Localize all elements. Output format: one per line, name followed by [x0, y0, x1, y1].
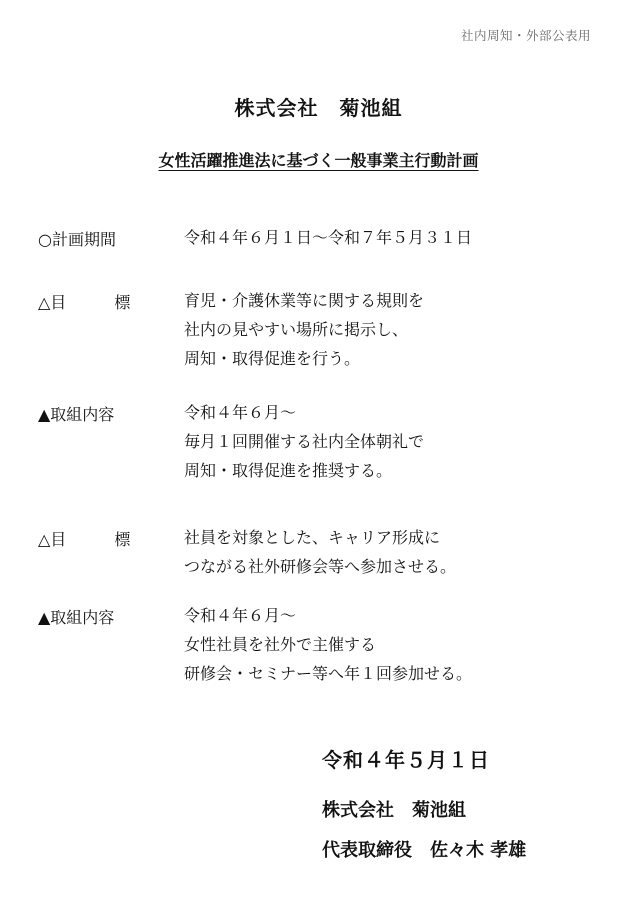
plan-period-label: ○計画期間 [38, 230, 116, 249]
target-line: つながる社外研修会等へ参加させる。 [184, 557, 457, 576]
issue-date: 令和４年５月１日 [322, 748, 490, 772]
signature-company: 株式会社 菊池組 [322, 800, 466, 821]
target-char: 標 [114, 293, 131, 312]
action-text-2 [184, 601, 472, 688]
action-line: 令和４年６月～ [184, 606, 297, 625]
target-line: 社内の見やすい場所に掲示し、 [184, 320, 409, 339]
target-char: 標 [114, 530, 131, 549]
target-line: 周知・取得促進を行う。 [184, 349, 361, 368]
signature-representative: 代表取締役 佐々木 孝雄 [322, 840, 527, 861]
action-label-1: ▲取組内容 [38, 405, 115, 424]
action-line: 女性社員を社外で主催する [184, 635, 377, 654]
action-line: 令和４年６月～ [184, 403, 297, 422]
action-line: 毎月１回開催する社内全体朝礼で [184, 432, 425, 451]
target-text-2 [184, 523, 456, 581]
company-title: 株式会社 菊池組 [234, 96, 403, 120]
action-text-1 [184, 398, 424, 485]
target-line: 育児・介護休業等に関する規則を [184, 291, 425, 310]
plan-title [0, 148, 637, 171]
target-mark: △目 [38, 293, 67, 312]
action-line: 周知・取得促進を推奨する。 [184, 461, 393, 480]
target-mark: △目 [38, 530, 67, 549]
plan-title-text: 女性活躍推進法に基づく一般事業主行動計画 [158, 151, 479, 170]
document-classification: 社内周知・外部公表用 [460, 28, 591, 43]
target-label-1 [38, 290, 130, 313]
action-label-2: ▲取組内容 [38, 608, 115, 627]
action-line: 研修会・セミナー等へ年１回参加せる。 [184, 664, 473, 683]
target-line: 社員を対象とした、キャリア形成に [184, 528, 441, 547]
target-text-1 [184, 286, 424, 373]
target-label-2 [38, 527, 130, 550]
plan-period-value: 令和４年６月１日～令和７年５月３１日 [184, 228, 473, 247]
